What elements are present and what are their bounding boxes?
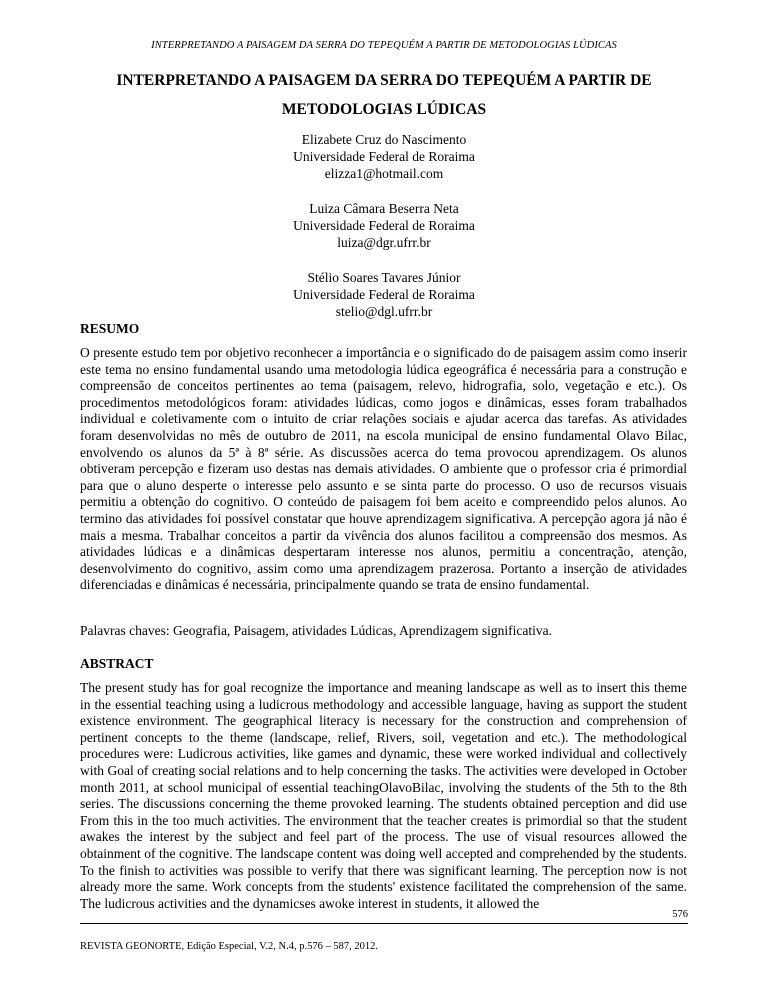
- author-email: stelio@dgl.ufrr.br: [335, 304, 433, 319]
- author-name: Luiza Câmara Beserra Neta: [309, 201, 459, 216]
- resumo-heading: RESUMO: [80, 321, 140, 336]
- author-1: [0, 131, 768, 182]
- abstract-heading: ABSTRACT: [80, 656, 154, 671]
- author-block: [0, 131, 768, 338]
- page-number: 576: [672, 909, 688, 920]
- paper-title: INTERPRETANDO A PAISAGEM DA SERRA DO TEPEQUÉM A PARTIR DE METODOLOGIAS LÚDICAS: [116, 72, 652, 118]
- keywords: Palavras chaves: Geografia, Paisagem, atividades Lúdicas, Aprendizagem significativa.: [80, 623, 552, 638]
- author-email: luiza@dgr.ufrr.br: [337, 235, 431, 250]
- author-affiliation: Universidade Federal de Roraima: [293, 149, 475, 164]
- running-header: INTERPRETANDO A PAISAGEM DA SERRA DO TEPEQUÉM A PARTIR DE METODOLOGIAS LÚDICAS: [151, 40, 617, 51]
- author-affiliation: Universidade Federal de Roraima: [293, 287, 475, 302]
- footer-divider: [80, 923, 688, 924]
- resumo-section: [80, 321, 687, 594]
- author-name: Stélio Soares Tavares Júnior: [307, 270, 461, 285]
- author-affiliation: Universidade Federal de Roraima: [293, 218, 475, 233]
- author-3: [0, 269, 768, 320]
- abstract-text: The present study has for goal recognize the importance and meaning landscape as well as to insert this theme in the essential teaching using a ludicrous methodology and accessible language, having as support the student existence environment. The geographical literacy is necessary for the construction and comprehension of pertinent concepts to the theme (landscape, relief, Rivers, soil, vegetation and etc.). The methodological procedures were: Ludicrous activities, like games and dynamic, these were worked individual and collectively with Goal of creating social relations and to help concerning the tasks. The activities were developed in October month 2011, at school municipal of essential teachingOlavoBilac, involving the students of the 5th to the 8th series. The discussions concerning the theme provoked learning. The students obtained perception and did use From this in the too much activities. The environment that the teacher creates is primordial so that the student awakes the interest by the subject and feel part of the process. The use of visual resources allowed the obtainment of the cognitive. The landscape content was doing well accepted and comprehended by the students. To the finish to activities was possible to verify that there was significant learning. The perception now is not already more the same. Work concepts from the students' existence facilitated the comprehension of the same. The ludicrous activities and the dynamicses awoke interest in students, it allowed the: [80, 680, 687, 911]
- resumo-text: O presente estudo tem por objetivo reconhecer a importância e o significado do de paisagem assim como inserir este tema no ensino fundamental usando uma metodologia lúdica egeográfica é necessária para a construção e compreensão de conceitos pertinentes ao tema (paisagem, relevo, hidrografia, solo, vegetação e etc.). Os procedimentos metodológicos foram: atividades lúdicas, como jogos e dinâmicas, esses foram trabalhados individual e coletivamente com o intuito de criar relações sociais e ajudar acerca das tarefas. As atividades foram desenvolvidas no mês de outubro de 2011, na escola municipal de ensino fundamental Olavo Bilac, envolvendo os alunos da 5ª à 8ª série. As discussões acerca do tema provocou aprendizagem. Os alunos obtiveram percepção e fizeram uso destas nas demais atividades. O ambiente que o professor cria é primordial para que o aluno desperte o interesse pelo assunto e se sinta parte do processo. O uso de recursos visuais permitiu a obtenção do cognitivo. O conteúdo de paisagem foi bem aceito e compreendido pelos alunos. Ao termino das atividades foi possível constatar que houve aprendizagem significativa. A percepção agora já não é mais a mesma. Trabalhar conceitos a partir da vivência dos alunos facilitou a compreensão dos mesmos. As atividades lúdicas e a dinâmicas despertaram interesse nos alunos, permitiu a concentração, atenção, desenvolvimento do cognitivo, assim como uma aprendizagem prazerosa. Portanto a inserção de atividades diferenciadas e dinâmicas é necessária, principalmente quando se trata de ensino fundamental.: [80, 345, 687, 593]
- footer-citation: REVISTA GEONORTE, Edição Especial, V.2, N.4, p.576 – 587, 2012.: [80, 941, 378, 952]
- abstract-section: [80, 656, 687, 912]
- author-2: [0, 200, 768, 251]
- author-email: elizza1@hotmail.com: [324, 166, 444, 181]
- author-name: Elizabete Cruz do Nascimento: [301, 132, 467, 147]
